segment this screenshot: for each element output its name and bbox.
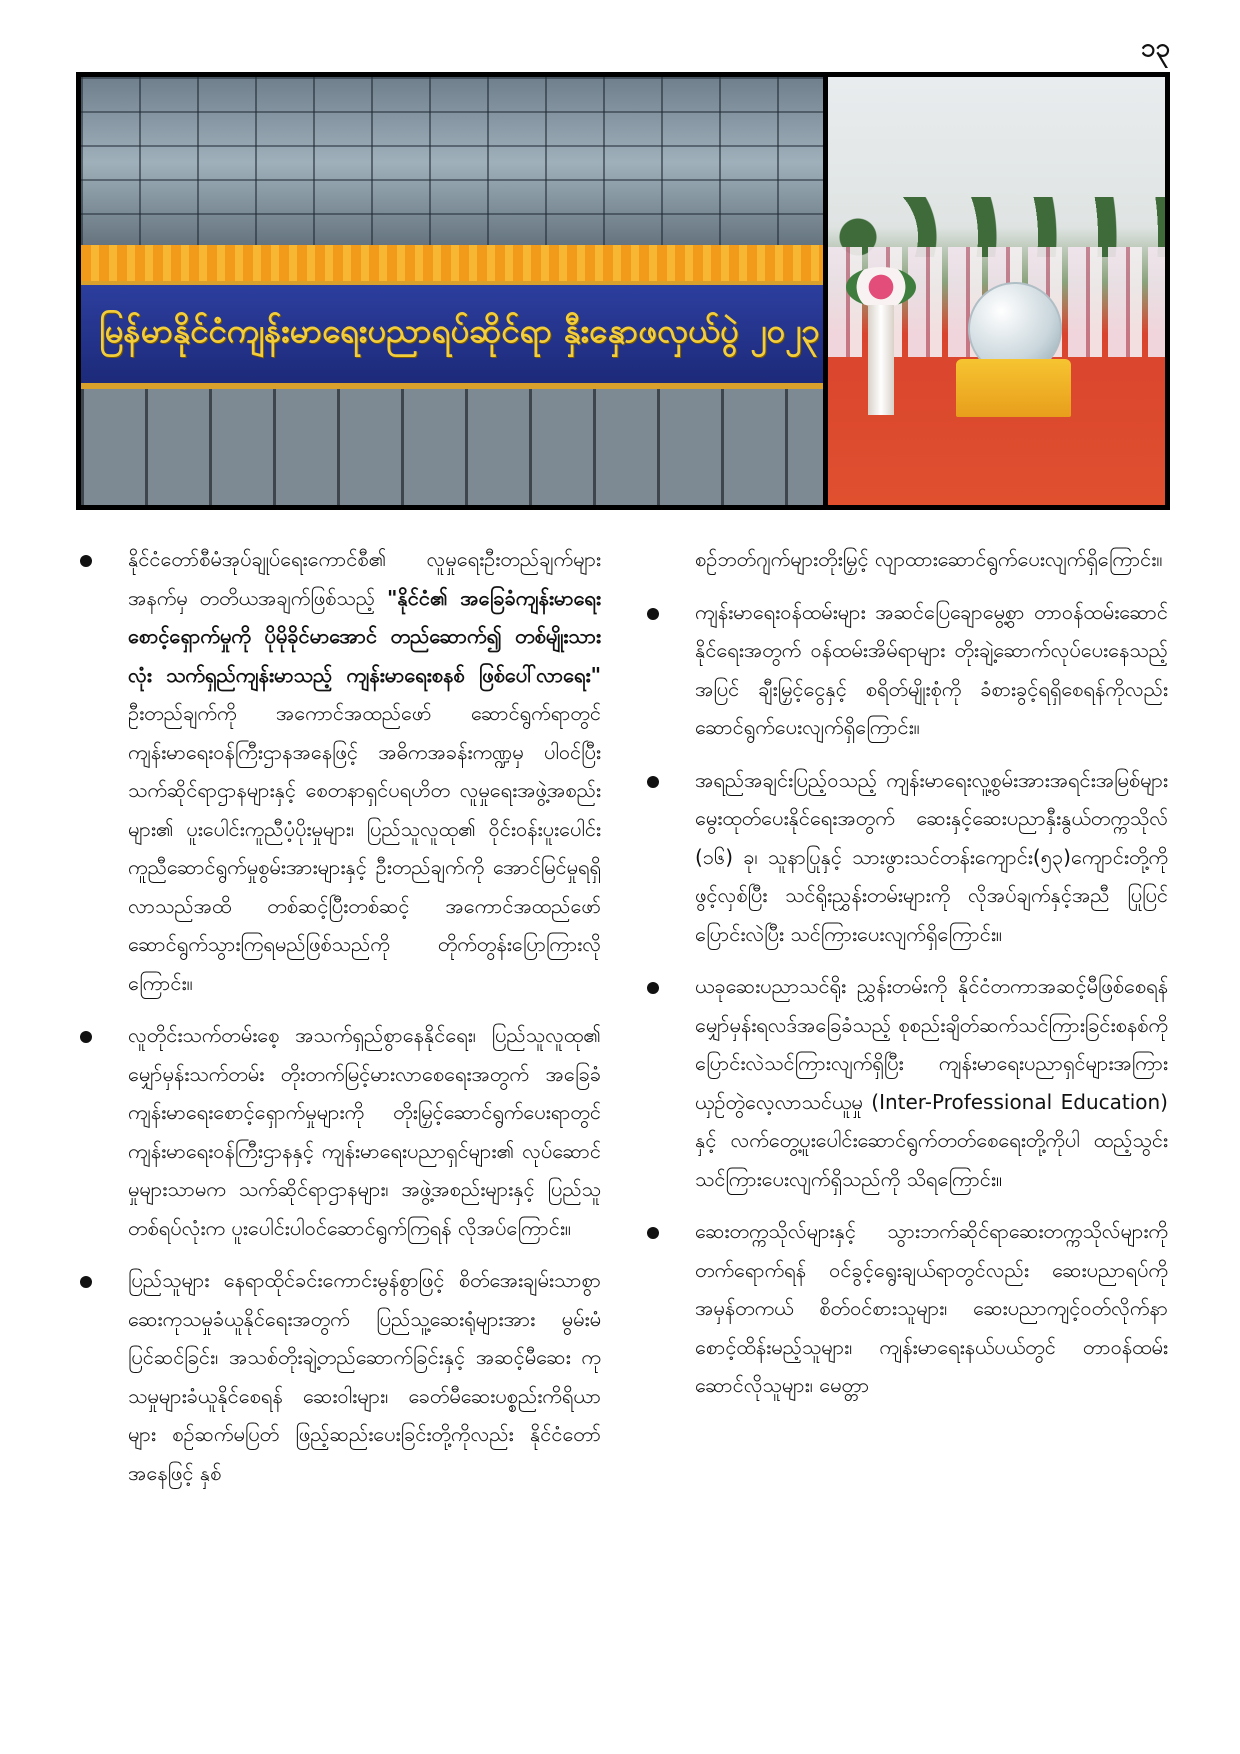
bullet-paragraph [641,761,1168,954]
bullet-paragraph [74,1016,601,1247]
orange-fringe-decoration [81,245,823,281]
bullet-icon [80,1031,92,1043]
flower-pedestal [868,305,894,415]
bullet-icon [647,608,659,620]
conference-hall-photo [81,77,823,505]
conference-banner [81,281,823,389]
bullet-paragraph [641,1212,1168,1405]
bullet-icon [647,776,659,788]
paragraph-text: လူတိုင်းသက်တမ်းစေ့ အသက်ရှည်စွာနေနိုင်ရေး၊ ပြည်သူလူထု၏ မျှော်မှန်းသက်တမ်း တိုးတက်မြင့်မားလာစေရေးအတွက် အခြေခံကျန်းမာရေးစောင့်ရှောက်မှုများကို တိုးမြှင့်ဆောင်ရွက်ပေးရာတွင် ကျန်းမာရေးဝန်ကြီးဌာနနှင့် ကျန်းမာရေးပညာရှင်များ၏ လုပ်ဆောင်မှုများသာမက သက်ဆိုင်ရာဌာနများ၊ အဖွဲ့အစည်းများနှင့် ပြည်သူတစ်ရပ်လုံးက ပူးပေါင်းပါဝင်ဆောင်ရွက်ကြရန် လိုအပ်ကြောင်း။ [128,1023,601,1240]
bullet-paragraph [641,593,1168,747]
article-columns [74,540,1168,1506]
bold-quote: "နိုင်ငံ၏ အခြေခံကျန်းမာရေးစောင့်ရှောက်မှုကို ပိုမိုခိုင်မာအောင် တည်ဆောက်၍ တစ်မျိုးသားလုံး သက်ရှည်ကျန်းမာသည့် ကျန်းမာရေးစနစ် ဖြစ်ပေါ်လာရေး" [128,585,601,687]
lower-facade [81,389,823,505]
glass-facade [81,77,823,247]
ceremony-table [956,359,1071,417]
bullet-icon [647,1227,659,1239]
bullet-icon [80,1276,92,1288]
paragraph-text: စဉ်ဘတ်ဂျက်များတိုးမြှင့် လျာထားဆောင်ရွက်ပေးလျက်ရှိကြောင်း။ [695,547,1163,571]
continued-paragraph [641,540,1168,579]
paragraph-text: ယခုဆေးပညာသင်ရိုး ညွှန်းတမ်းကို နိုင်ငံတကာအဆင့်မီဖြစ်စေရန် မျှော်မှန်းရလဒ်အခြေခံသည့် စုစည်းချိတ်ဆက်သင်ကြားခြင်းစနစ်ကို ပြောင်းလဲသင်ကြားလျက်ရှိပြီး ကျန်းမာရေးပညာရှင်များအကြား ယှဉ်တွဲလေ့လာသင်ယူမှု (Inter-Professional Education) နှင့် လက်တွေ့ပူးပေါင်းဆောင်ရွက်တတ်စေရေးတို့ကိုပါ ထည့်သွင်းသင်ကြားပေးလျက်ရှိသည်ကို သိရကြောင်း။ [695,974,1168,1191]
bullet-icon [647,982,659,994]
page-number: ၁၃ [1140,33,1170,63]
paragraph-text: ကျန်းမာရေးဝန်ထမ်းများ အဆင်ပြေချောမွေ့စွာ တာဝန်ထမ်းဆောင်နိုင်ရေးအတွက် ဝန်ထမ်းအိမ်ရာများ တိုးချဲ့ဆောက်လုပ်ပေးနေသည့်အပြင် ချီးမြှင့်ငွေနှင့် စရိတ်မျိုးစုံကို ခံစားခွင့်ရရှိစေရန်ကိုလည်း ဆောင်ရွက်ပေးလျက်ရှိကြောင်း။ [695,599,1168,739]
right-column [641,540,1168,1506]
banner-text: မြန်မာနိုင်ငံကျန်းမာရေးပညာရပ်ဆိုင်ရာ နှီးနှောဖလှယ်ပွဲ ၂၀၂၃ [99,310,820,350]
left-column [74,540,601,1506]
paragraph-text: ပြည်သူများ နေရာထိုင်ခင်းကောင်းမွန်စွာဖြင့် စိတ်အေးချမ်းသာစွာ ဆေးကုသမှုခံယူနိုင်ရေးအတွက် ပြည်သူ့ဆေးရုံများအား မွမ်းမံပြင်ဆင်ခြင်း၊ အသစ်တိုးချဲ့တည်ဆောက်ခြင်းနှင့် အဆင့်မီဆေး ကုသမှုများခံယူနိုင်စေရန် ဆေးဝါးများ၊ ခေတ်မီဆေးပစ္စည်းကိရိယာများ စဉ်ဆက်မပြတ် ဖြည့်ဆည်းပေးခြင်းတို့ကိုလည်း နိုင်ငံတော်အနေဖြင့် နှစ် [128,1268,601,1485]
bullet-icon [80,555,92,567]
flower-arrangement [846,267,916,307]
paragraph-text: ဆေးတက္ကသိုလ်များနှင့် သွားဘက်ဆိုင်ရာဆေးတက္ကသိုလ်များကို တက်ရောက်ရန် ဝင်ခွင့်ရွေးချယ်ရာတွင်လည်း ဆေးပညာရပ်ကို အမှန်တကယ် စိတ်ဝင်စားသူများ၊ ဆေးပညာကျင့်ဝတ်လိုက်နာစောင့်ထိန်းမည့်သူများ၊ ကျန်းမာရေးနယ်ပယ်တွင် တာဝန်ထမ်းဆောင်လိုသူများ၊ မေတ္တာ [695,1219,1168,1397]
bullet-paragraph [74,1261,601,1492]
bullet-paragraph [641,967,1168,1198]
paragraph-text: နိုင်ငံတော်စီမံအုပ်ချုပ်ရေးကောင်စီ၏ လူမှုရေးဦးတည်ချက်များအနက်မှ တတိယအချက်ဖြစ်သည့် [128,547,601,610]
bullet-paragraph [74,540,601,1002]
paragraph-text: အရည်အချင်းပြည့်ဝသည့် ကျန်းမာရေးလူ့စွမ်းအားအရင်းအမြစ်များ မွေးထုတ်ပေးနိုင်ရေးအတွက် ဆေးနှင့်ဆေးပညာနှီးနွယ်တက္ကသိုလ် (၁၆) ခု၊ သူနာပြုနှင့် သားဖွားသင်တန်းကျောင်း(၅၃)ကျောင်းတို့ကို ဖွင့်လှစ်ပြီး သင်ရိုးညွှန်းတမ်းများကို လိုအပ်ချက်နှင့်အညီ ပြုပြင်ပြောင်းလဲပြီး သင်ကြားပေးလျက်ရှိကြောင်း။ [695,767,1168,946]
paragraph-text: ဦးတည်ချက်ကို အကောင်အထည်ဖော် ဆောင်ရွက်ရာတွင် ကျန်းမာရေးဝန်ကြီးဌာနအနေဖြင့် အဓိကအခန်းကဏ္ဍမှ ပါဝင်ပြီး သက်ဆိုင်ရာဌာနများနှင့် စေတနာရှင်ပရဟိတ လူမှုရေးအဖွဲ့အစည်းများ၏ ပူးပေါင်းကူညီပံ့ပိုးမှုများ၊ ပြည်သူလူထု၏ ဝိုင်းဝန်းပူးပေါင်းကူညီဆောင်ရွက်မှုစွမ်းအားများနှင့် ဦးတည်ချက်ကို အောင်မြင်မှုရရှိလာသည်အထိ တစ်ဆင့်ပြီးတစ်ဆင့် အကောင်အထည်ဖော် ဆောင်ရွက်သွားကြရမည်ဖြစ်သည်ကို တိုက်တွန်းပြောကြားလိုကြောင်း။ [128,701,601,995]
photo-strip [76,72,1170,510]
opening-ceremony-photo [828,77,1165,505]
